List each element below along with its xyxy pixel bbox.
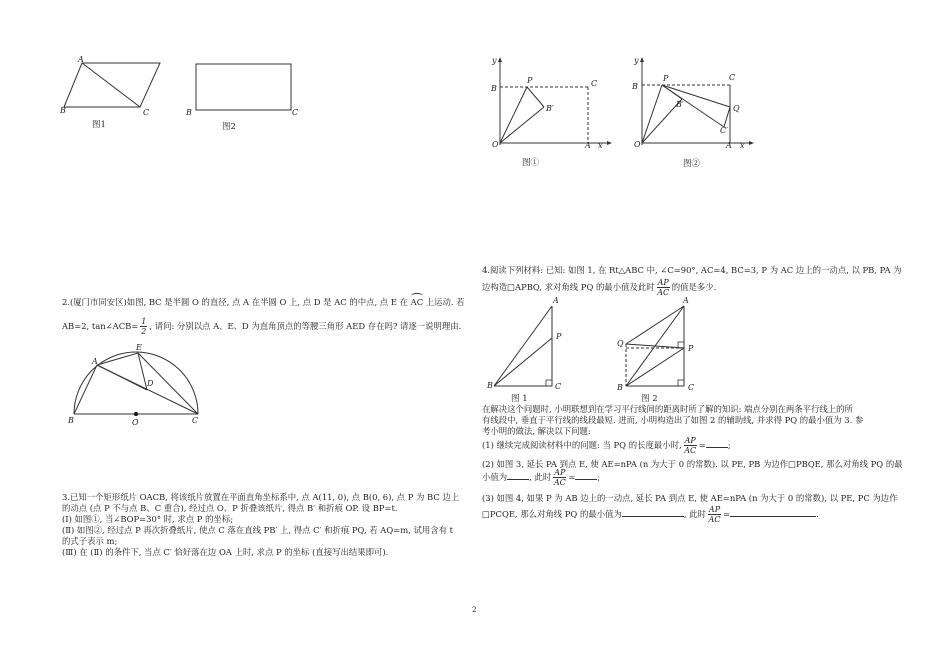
q3-line-1: 3.已知一个矩形纸片 OACB, 将该纸片放置在平面直角坐标系中, 点 A(11, 0), 点 B(0, 6), 点 P 为 BC 边上: [62, 492, 460, 502]
figure-2-rectangle: [195, 62, 295, 112]
answer-blank[interactable]: [507, 479, 529, 480]
figB-label-A: A: [726, 141, 732, 150]
q3-line-6: (Ⅲ) 在 (Ⅱ) 的条件下, 当点 C′ 恰好落在边 OA 上时, 求点 P 的坐标 (直接写出结果即可).: [62, 547, 389, 557]
figB-label-Q: Q: [733, 104, 740, 113]
figA-label-x: x: [598, 141, 603, 150]
q4-sub-2-line-1: (2) 如图 3, 延长 PA 到点 E, 使 AE=nPA (n 为大于 0 的常数). 以 PE, PB 为边作□PBQE, 那么对角线 PQ 的最: [482, 459, 903, 469]
figA-label-P: P: [527, 76, 533, 85]
q4-sub-1: (1) 继续完成阅读材料中的问题: 当 PQ 的长度最小时, $\frac{AP}{AC}$ = ;: [482, 436, 731, 455]
semicircle-label-D: D: [147, 379, 154, 388]
figB-label-O: O: [634, 140, 641, 149]
q4-para-3: 考小明的做法, 解决以下问题:: [482, 426, 591, 436]
q4-line-2: 边构造□APBQ, 求对角线 PQ 的最小值及此时 $\frac{AP}{AC}$ 的值是多少.: [482, 278, 717, 297]
q4-sub-3-line-2: □PCQE, 那么对角线 PQ 的最小值为 , 此时 $\frac{AP}{AC}$ = .: [482, 505, 819, 524]
answer-blank[interactable]: [730, 516, 816, 517]
q2-line-1: 2.(厦门市同安区)如图, BC 是半圆 O 的直径, 点 A 在半圆 O 上, 点 D 是 AC 的中点, 点 E 在 AC 上运动. 若: [62, 296, 465, 308]
answer-blank[interactable]: [575, 479, 597, 480]
q3-line-5: 的式子表示 m;: [62, 536, 118, 546]
q4fig2-label-C: C: [688, 383, 695, 392]
figA-label-Bp: B′: [546, 104, 554, 113]
q4fig2-label-B: B: [617, 383, 623, 392]
figB-label-C: C: [729, 73, 736, 82]
fig2-label-B: B: [186, 108, 192, 117]
figure-circle-2: [630, 55, 760, 155]
q4fig1-label-A: A: [553, 296, 559, 305]
q4-sub3-fraction: $\frac{AP}{AC}$: [708, 505, 721, 524]
q4fig1-label-C: C: [555, 382, 562, 391]
q4-line-1: 4.阅读下列材料: 已知: 如图 1, 在 Rt△ABC 中, ∠C=90°, AC=4, BC=3, P 为 AC 边上的一动点, 以 PB, PA 为: [482, 265, 902, 275]
q2-fraction: $\frac{1}{2}$: [141, 317, 147, 336]
figure-1-parallelogram: [60, 55, 180, 125]
q3-line-4: (Ⅱ) 如图②, 经过点 P 再次折叠纸片, 使点 C 落在直线 PB′ 上, 得点 C′ 和折痕 PQ, 若 AQ=m, 试用含有 t: [62, 525, 454, 535]
figB-label-B: B: [632, 82, 638, 91]
fig2-label-C: C: [292, 108, 299, 117]
q4-para-2: 有线段中, 垂直于平行线的线段最短. 进而, 小明构造出了如图 2 的辅助线, 并求得 PQ 的最小值为 3. 参: [482, 415, 864, 425]
q3-line-3: (Ⅰ) 如图①, 当∠BOP=30° 时, 求点 P 的坐标;: [62, 514, 234, 524]
figB-caption: 图②: [683, 159, 701, 169]
figB-label-Bp: B′: [676, 100, 684, 109]
q4-sub1-fraction: $\frac{AP}{AC}$: [684, 436, 697, 455]
q3-line-2: 的动点 (点 P 不与点 B、C 重合), 经过点 O、P 折叠该纸片, 得点 B′ 和折痕 OP. 设 BP=t.: [62, 503, 398, 513]
figB-label-y: y: [634, 56, 639, 65]
figA-label-C: C: [591, 79, 598, 88]
figA-label-y: y: [492, 56, 497, 65]
q4fig2-caption: 图 2: [641, 394, 658, 404]
q4fig2-label-A: A: [683, 296, 689, 305]
semicircle-label-C: C: [192, 416, 199, 425]
q4-fraction: $\frac{AP}{AC}$: [657, 278, 670, 297]
figB-label-P: P: [663, 74, 669, 83]
q4fig2-label-P: P: [688, 344, 694, 353]
q4fig1-label-B: B: [487, 381, 493, 390]
page-number: 2: [472, 606, 477, 614]
fig1-caption: 图1: [92, 120, 106, 130]
q4fig1-label-P: P: [556, 332, 562, 341]
figure-semicircle: [70, 340, 210, 425]
q4-sub2-fraction: $\frac{AP}{AC}$: [553, 468, 566, 487]
figA-caption: 图①: [522, 158, 540, 168]
semicircle-label-O: O: [132, 418, 139, 427]
semicircle-label-B: B: [68, 416, 74, 425]
q4-sub-3-line-1: (3) 如图 4, 如果 P 为 AB 边上的一动点, 延长 PA 到点 E, 使 AE=nPA (n 为大于 0 的常数), 以 PE, PC 为边作: [482, 493, 898, 503]
figB-label-x: x: [740, 141, 745, 150]
semicircle-label-A: A: [92, 357, 98, 366]
q2-line-2: AB=2, tan∠ACB= $\frac{1}{2}$ , 请问: 分别以点 A、E、D 为直角顶点的等腰三角形 AED 存在吗? 请逐一说明理由.: [62, 317, 462, 336]
figA-label-O: O: [492, 140, 499, 149]
fig1-label-B: B: [60, 106, 66, 115]
q4fig2-label-Q: Q: [617, 339, 624, 348]
q4-sub-2-line-2: 小值为 , 此时 $\frac{AP}{AC}$ = ;: [482, 468, 601, 487]
q4-figure-1: [488, 302, 568, 392]
answer-blank[interactable]: [706, 447, 728, 448]
q4-para-1: 在解决这个问题时, 小明联想到在学习平行线间的距离时所了解的知识: 端点分别在两条平行线上的所: [482, 404, 853, 414]
fig1-label-A: A: [78, 55, 84, 64]
figA-label-A: A: [585, 141, 591, 150]
fig1-label-C: C: [143, 108, 150, 117]
q2-arc-label: AC: [410, 297, 424, 307]
fig2-caption: 图2: [222, 122, 236, 132]
q4fig1-caption: 图 1: [511, 394, 528, 404]
answer-blank[interactable]: [622, 516, 684, 517]
semicircle-label-E: E: [136, 343, 142, 352]
q4-figure-2: [618, 300, 698, 392]
figA-label-B: B: [491, 84, 497, 93]
figB-label-Cp: C′: [720, 126, 728, 135]
